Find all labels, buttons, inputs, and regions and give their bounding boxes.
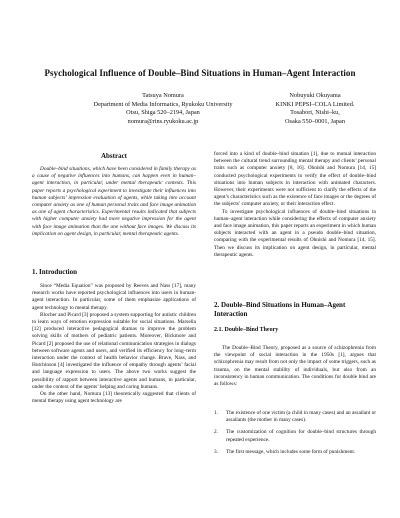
author-name: Nobuyuki Okuyama <box>289 92 341 99</box>
list-text: The existence of one victim (a child in many cases) and an assailant or assailants (the mother in many cases). <box>226 410 376 424</box>
author-affiliation: KINKI PEPSI–COLA Limited. <box>275 100 355 108</box>
abstract-heading: Abstract <box>100 152 128 160</box>
author-block <box>0 92 400 134</box>
list-item <box>214 449 376 456</box>
author-address: Otsu, Shiga 520–2194, Japan <box>126 109 200 117</box>
author-address-line2: Osaka 550–0001, Japan <box>285 117 345 125</box>
list-number: 3. <box>214 448 218 455</box>
author-email: nomura@rins.ryukoku.ac.jp <box>127 117 199 125</box>
list-number: 2. <box>214 429 218 436</box>
paragraph: forced into a kind of double–bind situation [1], due to mutual interaction between the cultural trend surrounding mental therapy and clients’ personal traits such as computer anxiety [8, 16]. Ohnishi and Nomura [14, 15] conducted psychological experiments to verify the effect of double–bind situations into human subjects in interaction with animated characters. However, their experiments were not sufficient to clarify the effects of the agent’s characteristics such as the existence of face images or the degrees of the subjects’ computer anxiety, or their interaction effect. <box>214 151 376 208</box>
author-affiliation: Department of Media Informatics, Ryukoku University <box>93 100 233 108</box>
section-1-body <box>32 283 196 405</box>
abstract-text <box>32 166 196 238</box>
section-2-1-body <box>214 345 376 388</box>
list-item <box>214 410 376 424</box>
paragraph: On the other hand, Nomura [13] theoretically suggested that clients of mental therapy using agent technology are <box>32 391 196 405</box>
list-number: 1. <box>214 410 218 416</box>
list-text: The customization of cognition for double–bind structures through repeated experience. <box>226 429 376 443</box>
section-2-heading: 2. Double–Bind Situations in Human–Agent Interaction <box>214 301 346 318</box>
paragraph: To investigate psychological influences of double–bind situations in human–agent interaction while considering the effects of computer anxiety and face image animation, this paper reports an experiment in which human subjects interacted with an agent in a pseudo double–bind situation, comparing with the experimental results of Ohnishi and Nomura [14, 15]. Then we discuss its implication on agent design, in particular, mental therapeutic agents. <box>214 208 376 258</box>
section-1-heading: 1. Introduction <box>32 268 77 276</box>
paragraph: The Double–Bind Theory, proposed as a source of schizophrenia from the viewpoint of social interaction in the 1950s [1], argues that schizophrenia may result from not only the impact of some triggers, such as trauma, on the mental stability of individuals, but also from an inconsistency in human communication. The conditions for double bind are as follows: <box>214 345 376 388</box>
paragraph: Blocher and Picard [3] proposed a system supporting for autistic children to learn ways of emotion expression suitable for social situations. Marsella [12] produced interactive pedagogical dramas to improve the problem solving skills of mothers of pediatric patients. Moreover, Bickmore and Picard [2] proposed the use of relational communication strategies in dialogs between software agents and users, and verified its efficiency for long–term interaction under the context of health behavior change. Brave, Nass, and Hutchinson [4] investigated the influence of empathy through agents’ facial and language expression to users. The above two works suggest the possibility of rapport between interactive agents and humans, in particular, under the context of the agents’ helping and caring humans. <box>32 311 196 390</box>
author-name: Tatsuya Nomura <box>142 92 184 99</box>
paragraph: Since “Media Equation” was proposed by Reeves and Nass [17], many research works have reported psychological influences into users in human-agent interaction. In particular, some of them emphasize applications of agent technology to mental therapy. <box>32 283 196 311</box>
list-text: The first message, which includes some form of punishment. <box>226 448 356 455</box>
right-column-body <box>214 151 376 259</box>
paper-title: Psychological Influence of Double–Bind Situations in Human–Agent Interaction <box>44 68 356 78</box>
author-2 <box>246 92 384 126</box>
list-item <box>214 429 376 443</box>
author-1 <box>92 92 234 126</box>
section-2-1-heading: 2.1. Double–Bind Theory <box>214 327 279 333</box>
conditions-list <box>214 410 376 461</box>
author-address: Tosabori, Nishi–ku, <box>290 109 340 117</box>
abstract-paragraph: Double–bind situations, which have been considered in family therapy as a cause of negative influences into humans, can happen even in human–agent interaction, in particular, under mental therapeutic contexts. This paper reports a psychological experiment to investigate their influences into human subjects’ impression evaluation of agents, while taking into account computer anxiety as one of human personal traits and face image animation as one of agent characteristics. Experimental results indicated that subjects with higher computer anxiety had more negative impression for the agent with face image animation than the one without face images. We discuss its implication on agent design, in particular, mental therapeutic agents. <box>32 166 196 237</box>
